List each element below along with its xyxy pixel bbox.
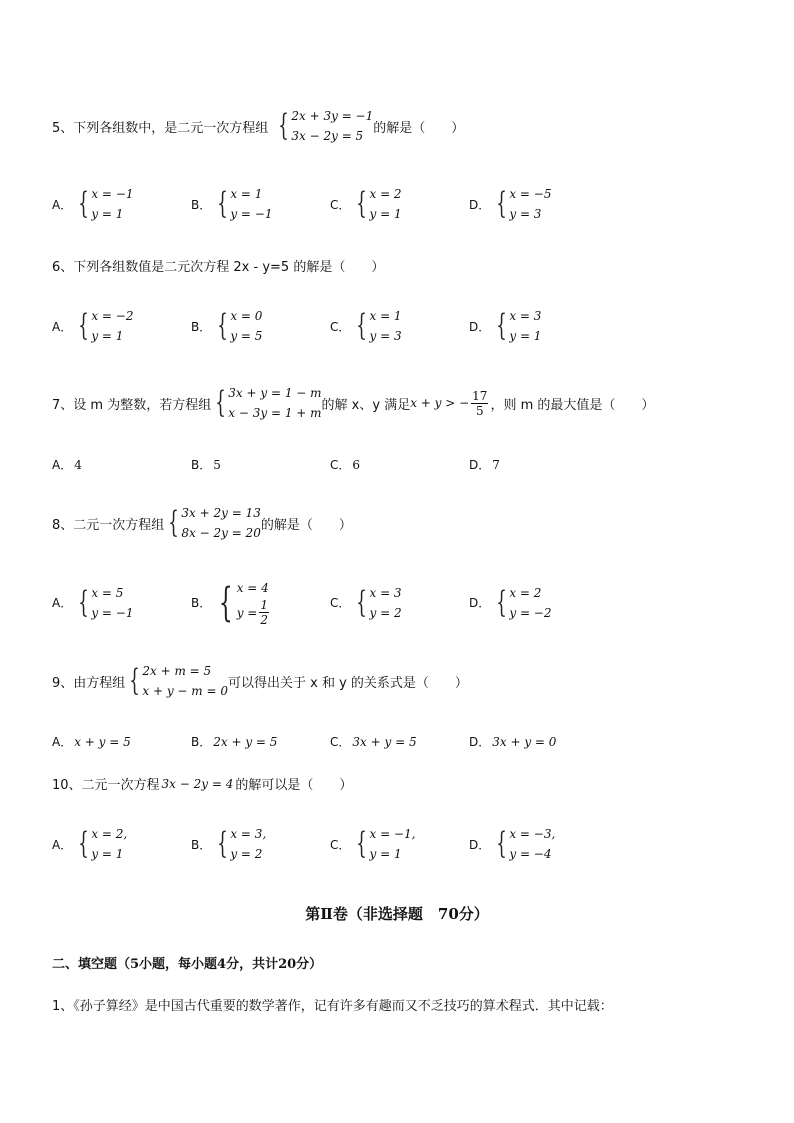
question-5-suffix: 的解是（ ）: [373, 120, 465, 136]
section-title: 第Ⅱ卷（非选择题 70分）: [305, 905, 489, 923]
option-d[interactable]: D． { x = 2 y = −2: [469, 584, 552, 620]
question-6-text: 6、下列各组数值是二元次方程 2x - y=5 的解是（ ）: [52, 260, 385, 275]
option-d[interactable]: D． { x = −5 y = 3: [469, 186, 552, 221]
question-8: 8、二元一次方程组 { 3x + 2y = 13 8x − 2y = 20 的解是（ ）: [52, 503, 352, 543]
question-6: [52, 256, 384, 275]
option-c[interactable]: C． { x = −1, y = 1: [330, 826, 416, 861]
option-d[interactable]: D． 7: [469, 457, 500, 472]
brace-icon: {: [496, 186, 508, 221]
brace-icon: {: [168, 505, 180, 540]
brace-icon: {: [78, 308, 90, 343]
brace-icon: {: [356, 186, 368, 221]
system-eq-2: 3x − 2y = 5: [291, 129, 364, 143]
brace-icon: {: [356, 308, 368, 343]
option-b[interactable]: B． { x = 0 y = 5: [191, 308, 263, 343]
option-a[interactable]: A． { x = −1 y = 1: [52, 186, 134, 221]
question-5-text: 5、下列各组数中，是二元一次方程组: [52, 120, 269, 136]
question-7: 7、设 m 为整数，若方程组 { 3x + y = 1 − m x − 3y = 1 + m 的解 x、y 满足 x + y > − $\frac{17}{5}$ ，则 m 的最大值是（ ）: [52, 383, 654, 423]
question-5-options: [52, 184, 551, 224]
question-9-options: [52, 733, 556, 750]
brace-icon: {: [217, 186, 229, 221]
question-7-text: 7、设 m 为整数，若方程组: [52, 397, 212, 413]
option-b[interactable]: B． { x = 3, y = 2: [191, 826, 267, 861]
brace-icon: {: [496, 584, 508, 620]
question-8-options: [52, 578, 552, 627]
brace-icon: {: [496, 308, 508, 343]
fill-question-1: 1、《孙子算经》是中国古代重要的数学著作，记有许多有趣而又不乏技巧的算术程式．其中记载：: [52, 999, 613, 1014]
option-c[interactable]: C． { x = 2 y = 1: [330, 186, 402, 221]
brace-icon: {: [78, 186, 90, 221]
brace-icon: {: [356, 584, 368, 620]
option-b[interactable]: B． 2x + y = 5: [191, 734, 278, 749]
option-b[interactable]: B． 5: [191, 457, 221, 472]
option-d[interactable]: D． { x = 3 y = 1: [469, 308, 542, 343]
inequality: x + y > −: [410, 396, 470, 410]
option-d[interactable]: D． 3x + y = 0: [469, 734, 557, 749]
brace-icon: {: [217, 826, 229, 861]
question-7-options: [52, 456, 500, 473]
option-c[interactable]: C． { x = 1 y = 3: [330, 308, 402, 343]
option-a[interactable]: A． x + y = 5: [52, 734, 131, 749]
brace-icon: {: [496, 826, 508, 861]
option-d[interactable]: D． { x = −3, y = −4: [469, 826, 556, 861]
brace-icon: {: [218, 579, 233, 626]
brace-icon: {: [217, 308, 229, 343]
fraction: $\frac{17}{5}$: [472, 388, 488, 418]
option-a[interactable]: A． { x = 5 y = −1: [52, 584, 134, 620]
equation: 3x − 2y = 4: [161, 776, 234, 791]
question-9-text: 9、由方程组: [52, 675, 126, 691]
question-10-options: [52, 824, 555, 864]
equation-system: { 2x + m = 5 x + y − m = 0: [129, 663, 228, 698]
brace-icon: {: [129, 663, 141, 698]
option-c[interactable]: C． 3x + y = 5: [330, 734, 417, 749]
option-a[interactable]: A． { x = 2, y = 1: [52, 826, 128, 861]
question-10: 10、二元一次方程 3x − 2y = 4 的解可以是（ ）: [52, 774, 352, 793]
question-8-text: 8、二元一次方程组: [52, 517, 165, 533]
option-c[interactable]: C． { x = 3 y = 2: [330, 584, 402, 620]
fill-in-heading: 二、填空题（5小题，每小题4分，共计20分）: [52, 957, 323, 972]
question-9: 9、由方程组 { 2x + m = 5 x + y − m = 0 可以得出关于 x 和 y 的关系式是（ ）: [52, 661, 468, 701]
brace-icon: {: [215, 385, 227, 420]
question-5: [52, 106, 464, 146]
system-eq-1: 2x + 3y = −1: [291, 109, 374, 123]
option-b[interactable]: B． { x = 1 y = −1: [191, 186, 273, 221]
equation-system: { 3x + 2y = 13 8x − 2y = 20: [168, 505, 261, 540]
option-c[interactable]: C． 6: [330, 457, 361, 472]
question-10-text: 10、二元一次方程: [52, 778, 160, 793]
equation-system: { 3x + y = 1 − m x − 3y = 1 + m: [215, 385, 322, 420]
option-a[interactable]: A． { x = −2 y = 1: [52, 308, 134, 343]
brace-icon: {: [356, 826, 368, 861]
option-b[interactable]: B． { x = 4 y = $\frac{1}{2}$: [191, 579, 269, 627]
brace-icon: {: [78, 826, 90, 861]
question-6-options: [52, 306, 541, 346]
equation-system: [274, 106, 373, 146]
brace-icon: {: [278, 108, 290, 143]
fraction: $\frac{1}{2}$: [260, 598, 268, 627]
brace-icon: {: [78, 584, 90, 620]
option-a[interactable]: A． 4: [52, 457, 82, 472]
